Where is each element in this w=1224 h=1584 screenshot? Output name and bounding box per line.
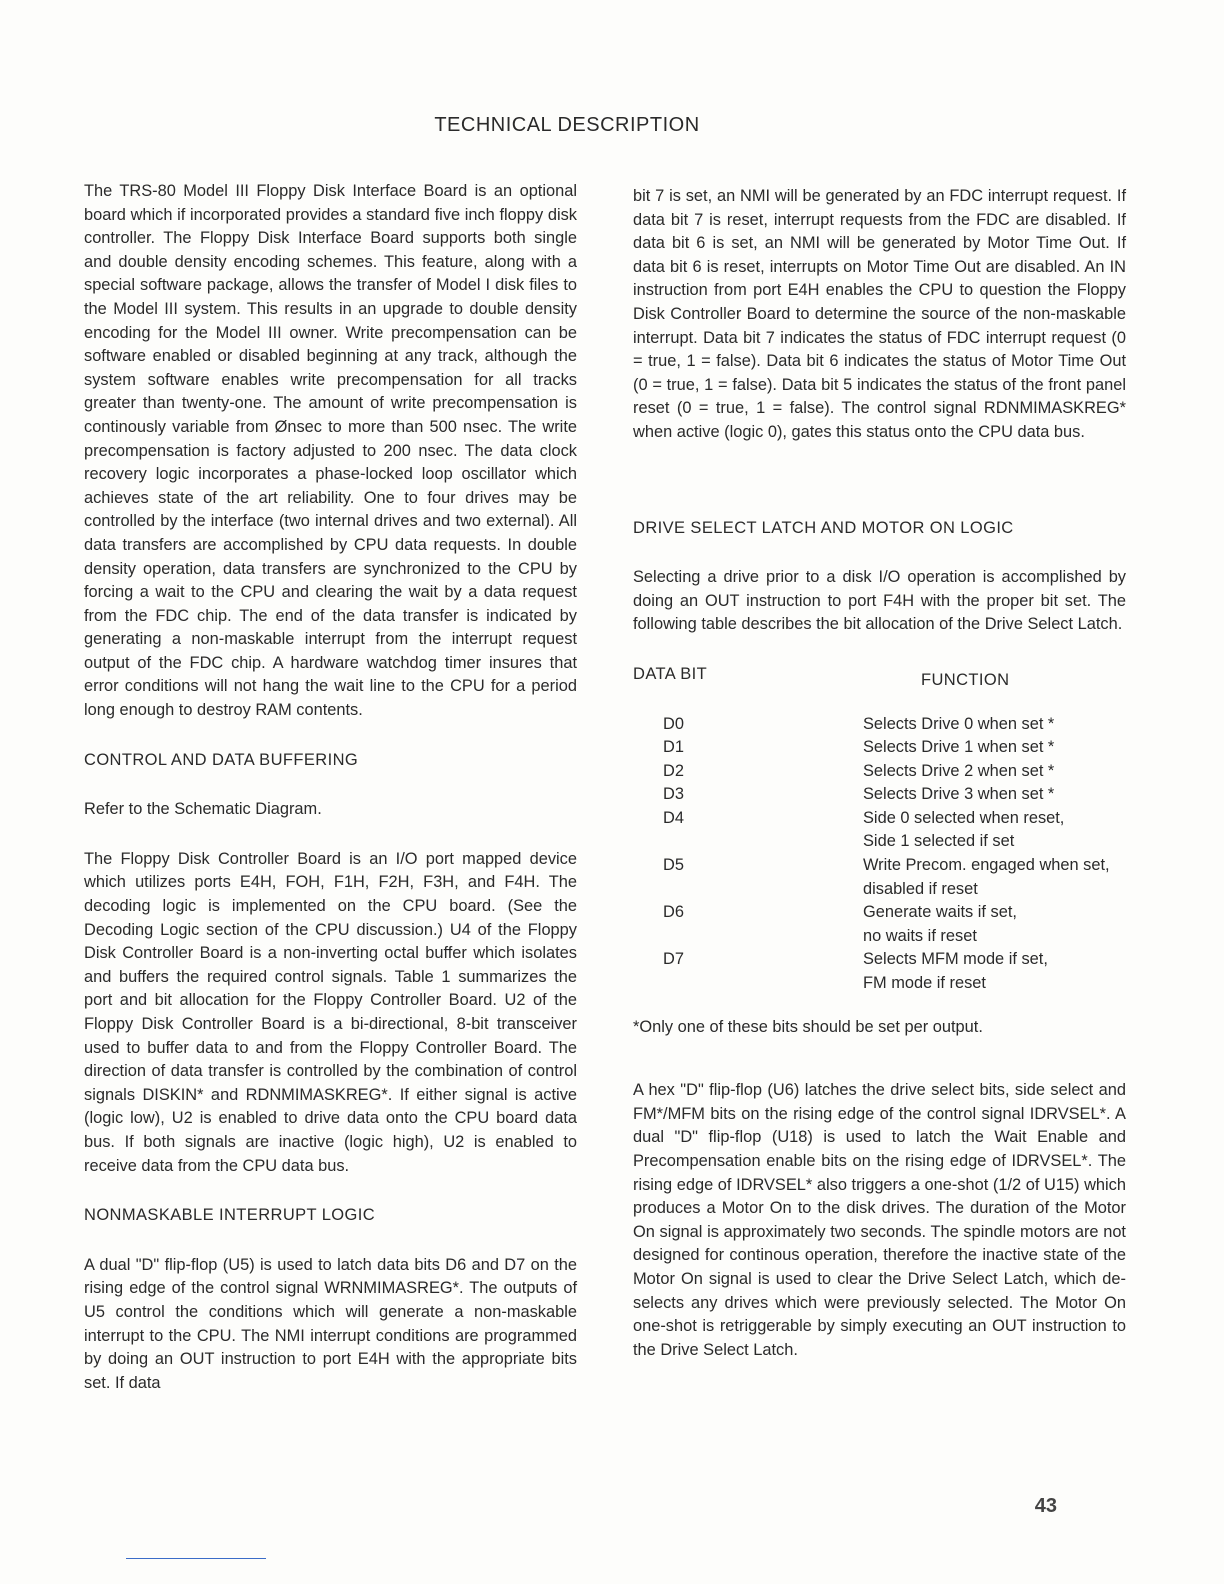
- drive-select-paragraph: Selecting a drive prior to a disk I/O operation is accomplished by doing an OUT instruction to port F4H with the proper bit set. The following table describes the bit allocation of the Drive Select Latch.: [633, 568, 1126, 634]
- function-cell: Selects Drive 1 when set *: [863, 738, 1055, 757]
- table-row: [633, 736, 1126, 760]
- function-line: disabled if reset: [863, 879, 978, 898]
- table-row: [633, 854, 1126, 901]
- section-heading-control-buffering: CONTROL AND DATA BUFFERING: [84, 750, 359, 769]
- bit-cell: D3: [663, 785, 684, 804]
- scan-artifact-line: [126, 1558, 266, 1559]
- bit-table-header: [633, 663, 1126, 693]
- function-line: no waits if reset: [863, 926, 977, 945]
- function-cell: [863, 807, 1126, 854]
- function-line: Generate waits if set,: [863, 903, 1017, 922]
- function-cell: [863, 901, 1126, 948]
- bit-cell: D2: [663, 761, 684, 780]
- table-row: [633, 713, 1126, 737]
- function-line: Write Precom. engaged when set,: [863, 856, 1110, 875]
- motor-on-paragraph: A hex "D" flip-flop (U6) latches the drive select bits, side select and FM*/MFM bits on the rising edge of the control signal IDRVSEL*. A dual "D" flip-flop (U18) is used to latch the Wait Enable and Precompensation enable bits on the rising edge of IDRVSEL*. The rising edge of IDRVSEL* also triggers a one-shot (1/2 of U15) which produces a Motor On to the disk drives. The duration of the Motor On signal is approximately two seconds. The spindle motors are not designed for continous operation, therefore the inactive state of the Motor On signal is used to clear the Drive Select Latch, which de-selects any drives which were previously selected. The Motor On one-shot is retriggerable by simply executing an OUT instruction to the Drive Select Latch.: [633, 1081, 1126, 1359]
- control-buffering-paragraph: The Floppy Disk Controller Board is an I/O port mapped device which utilizes ports E4H, FOH, F1H, F2H, F3H, and F4H. The decoding logic is implemented on the CPU board. (See the Decoding Logic section of the CPU discussion.) U4 of the Floppy Disk Controller Board is a non-inverting octal buffer which isolates and buffers the required control signals. Table 1 summarizes the port and bit allocation for the Floppy Controller Board. U2 of the Floppy Disk Controller Board is a bi-directional, 8-bit transceiver used to buffer data to and from the Floppy Controller Board. The direction of data transfer is controlled by the combination of control signals DISKIN* and RDNMIMASKREG*. If either signal is active (logic low), U2 is enabled to drive data onto the CPU board data bus. If both signals are inactive (logic high), U2 is enabled to receive data from the CPU data bus.: [84, 849, 577, 1175]
- left-column: [84, 180, 577, 1395]
- bit-cell: D7: [663, 950, 684, 969]
- function-cell: Selects Drive 2 when set *: [863, 761, 1055, 780]
- page-number: 43: [1034, 1495, 1057, 1517]
- section-heading-nmi-logic: NONMASKABLE INTERRUPT LOGIC: [84, 1206, 376, 1225]
- function-column-header: FUNCTION: [921, 670, 1010, 689]
- section-heading-drive-select: DRIVE SELECT LATCH AND MOTOR ON LOGIC: [633, 518, 1014, 537]
- schematic-reference: Refer to the Schematic Diagram.: [84, 800, 322, 819]
- bit-cell: D6: [663, 903, 684, 922]
- function-line: Selects MFM mode if set,: [863, 950, 1048, 969]
- right-column: [633, 185, 1126, 1362]
- function-cell: [863, 854, 1126, 901]
- table-row: [633, 901, 1126, 948]
- nmi-paragraph: A dual "D" flip-flop (U5) is used to latch data bits D6 and D7 on the rising edge of the control signal WRNMIMASREG*. The outputs of U5 control the conditions which will generate a non-maskable interrupt to the CPU. The NMI interrupt conditions are programmed by doing an OUT instruction to port E4H with the appropriate bits set. If data: [84, 1255, 577, 1392]
- table-row: [633, 783, 1126, 807]
- page-title: TECHNICAL DESCRIPTION: [434, 114, 700, 136]
- drive-select-bit-table: [633, 713, 1126, 996]
- bit-cell: D0: [663, 714, 684, 733]
- intro-paragraph: The TRS-80 Model III Floppy Disk Interface Board is an optional board which if incorporated provides a standard five inch floppy disk controller. The Floppy Disk Interface Board supports both single and double density encoding schemes. This feature, along with a special software package, allows the transfer of Model I disk files to the Model III system. This results in an upgrade to double density encoding for the Model III owner. Write precompensation can be software enabled or disabled beginning at any track, although the system software enables write precompensation for all tracks greater than twenty-one. The amount of write precompensation is continously variable from Ønsec to more than 500 nsec. The write precompensation is factory adjusted to 200 nsec. The data clock recovery logic incorporates a phase-locked loop oscillator which achieves state of the art reliability. One to four drives may be controlled by the interface (two internal drives and two external). All data transfers are accomplished by CPU data requests. In double density operation, data transfers are synchronized to the CPU by forcing a wait to the CPU and clearing the wait by a data request from the FDC chip. The end of the data transfer is indicated by generating a non-maskable interrupt from the interrupt request output of the FDC chip. A hardware watchdog timer insures that error conditions will not hang the wait line to the CPU for a period long enough to destroy RAM contents.: [84, 182, 577, 720]
- function-line: FM mode if reset: [863, 974, 986, 993]
- function-cell: Selects Drive 3 when set *: [863, 785, 1055, 804]
- bit-cell: D1: [663, 738, 684, 757]
- table-row: [633, 807, 1126, 854]
- bit-column-header: DATA BIT: [633, 664, 708, 683]
- table-row: [633, 948, 1126, 995]
- table-row: [633, 760, 1126, 784]
- bit-cell: D5: [663, 856, 684, 875]
- function-cell: [863, 948, 1126, 995]
- nmi-continuation-paragraph: bit 7 is set, an NMI will be generated by an FDC interrupt request. If data bit 7 is reset, interrupt requests from the FDC are disabled. If data bit 6 is set, an NMI will be generated by Motor Time Out. If data bit 6 is reset, interrupts on Motor Time Out are disabled. An IN instruction from port E4H enables the CPU to question the Floppy Disk Controller Board to determine the source of the non-maskable interrupt. Data bit 7 indicates the status of FDC interrupt request (0 = true, 1 = false). Data bit 6 indicates the status of Motor Time Out (0 = true, 1 = false). Data bit 5 indicates the status of the front panel reset (0 = true, 1 = false). The control signal RDNMIMASKREG* when active (logic 0), gates this status onto the CPU data bus.: [633, 187, 1126, 441]
- function-line: Side 1 selected if set: [863, 832, 1015, 851]
- table-footnote: *Only one of these bits should be set per output.: [633, 1017, 983, 1036]
- function-line: Side 0 selected when reset,: [863, 808, 1065, 827]
- function-cell: Selects Drive 0 when set *: [863, 714, 1055, 733]
- bit-cell: D4: [663, 808, 684, 827]
